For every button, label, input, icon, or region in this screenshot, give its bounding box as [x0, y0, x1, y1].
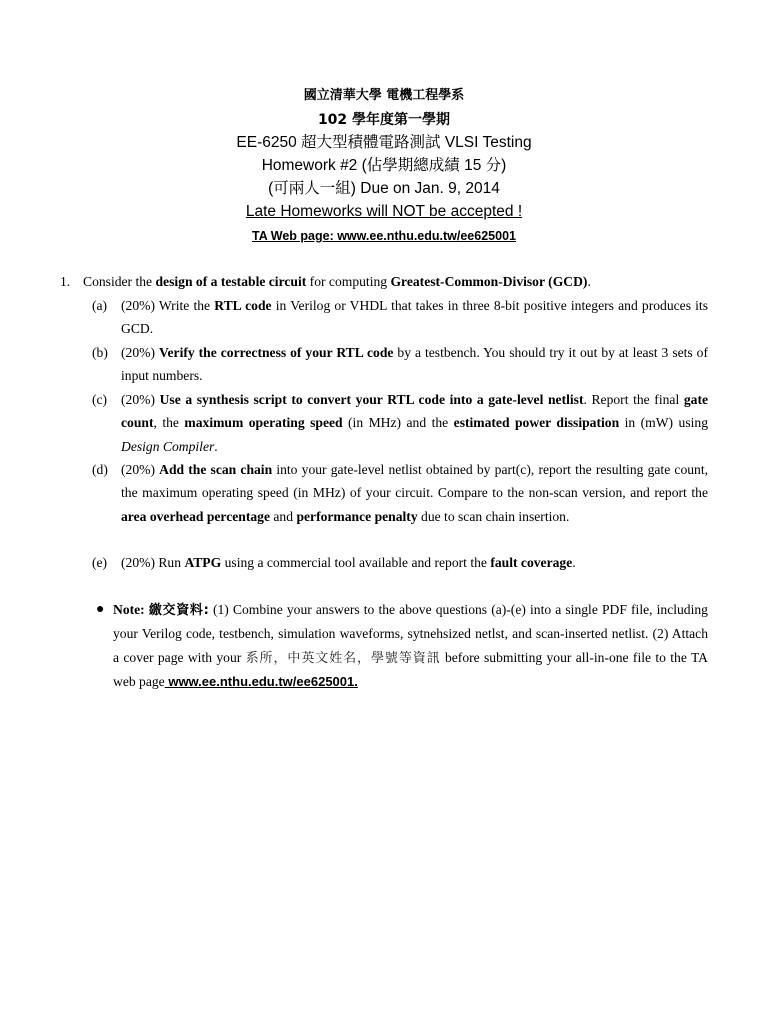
course-title: EE-6250 超大型積體電路測試 VLSI Testing	[236, 134, 532, 151]
homework-title: Homework #2 (佔學期總成績 15 分)	[261, 157, 507, 174]
item-text: (20%) Write the RTL code in Verilog or VHDL that takes in three 8-bit positive integers and produces its GCD.	[121, 298, 708, 337]
question-text: .	[587, 274, 591, 289]
note-text: Note: 繳交資料: (1) Combine your answers to the above questions (a)-(e) into a single PDF file, including your Verilog code, testbench, simulation waveforms, sytnehsized netlst, and scan-inserted netlist. (2) Attach a cover page with your 系所，中英文姓名，學號等資訊 before submitting your all-in-one file to the TA web page www.ee.nthu.edu.tw/ee625001.	[113, 602, 708, 689]
item-text: (20%) Add the scan chain into your gate-level netlist obtained by part(c), report the resulting gate count, the maximum operating speed (in MHz) of your circuit. Compare to the non-scan version, and report the area overhead percentage and performance penalty due to scan chain insertion.	[121, 462, 709, 524]
due-date-line: (可兩人一組) Due on Jan. 9, 2014	[268, 180, 500, 197]
item-text: (20%) Run ATPG using a commercial tool available and report the fault coverage.	[121, 555, 576, 570]
question-emphasis: Greatest-Common-Divisor (GCD)	[390, 274, 588, 289]
bullet-icon: ●	[96, 602, 105, 617]
question-text: for computing	[306, 274, 391, 289]
ta-web-page-link[interactable]: TA Web page: www.ee.nthu.edu.tw/ee625001	[252, 229, 516, 243]
item-b	[92, 341, 708, 388]
university-department-title: 國立清華大學 電機工程學系	[303, 88, 465, 103]
item-label: (d)	[92, 462, 108, 477]
late-notice: Late Homeworks will NOT be accepted !	[245, 203, 523, 220]
item-c	[92, 388, 708, 458]
item-label: (e)	[92, 555, 108, 570]
item-e	[92, 551, 708, 574]
note-label-cjk: 繳交資料:	[148, 603, 209, 618]
note-label: Note:	[113, 602, 149, 617]
item-a	[92, 294, 708, 341]
question-emphasis: design of a testable circuit	[155, 274, 307, 289]
item-label: (a)	[92, 298, 108, 313]
question-text: Consider the	[83, 274, 156, 289]
item-text: (20%) Verify the correctness of your RTL code by a testbench. You should try it out by at least 3 sets of input numbers.	[121, 345, 709, 384]
item-text: (20%) Use a synthesis script to convert your RTL code into a gate-level netlist. Report the final gate count, the maximum operating speed (in MHz) and the estimated power dissipation in (mW) using Design Compiler.	[121, 392, 708, 454]
submission-note	[92, 598, 708, 693]
semester-title: 102 學年度第一學期	[317, 112, 451, 128]
question-number: 1.	[60, 274, 71, 289]
item-label: (c)	[92, 392, 108, 407]
question-1	[60, 270, 720, 293]
item-d	[92, 458, 708, 528]
ta-web-page-url[interactable]: www.ee.nthu.edu.tw/ee625001.	[164, 673, 358, 689]
item-label: (b)	[92, 345, 108, 360]
